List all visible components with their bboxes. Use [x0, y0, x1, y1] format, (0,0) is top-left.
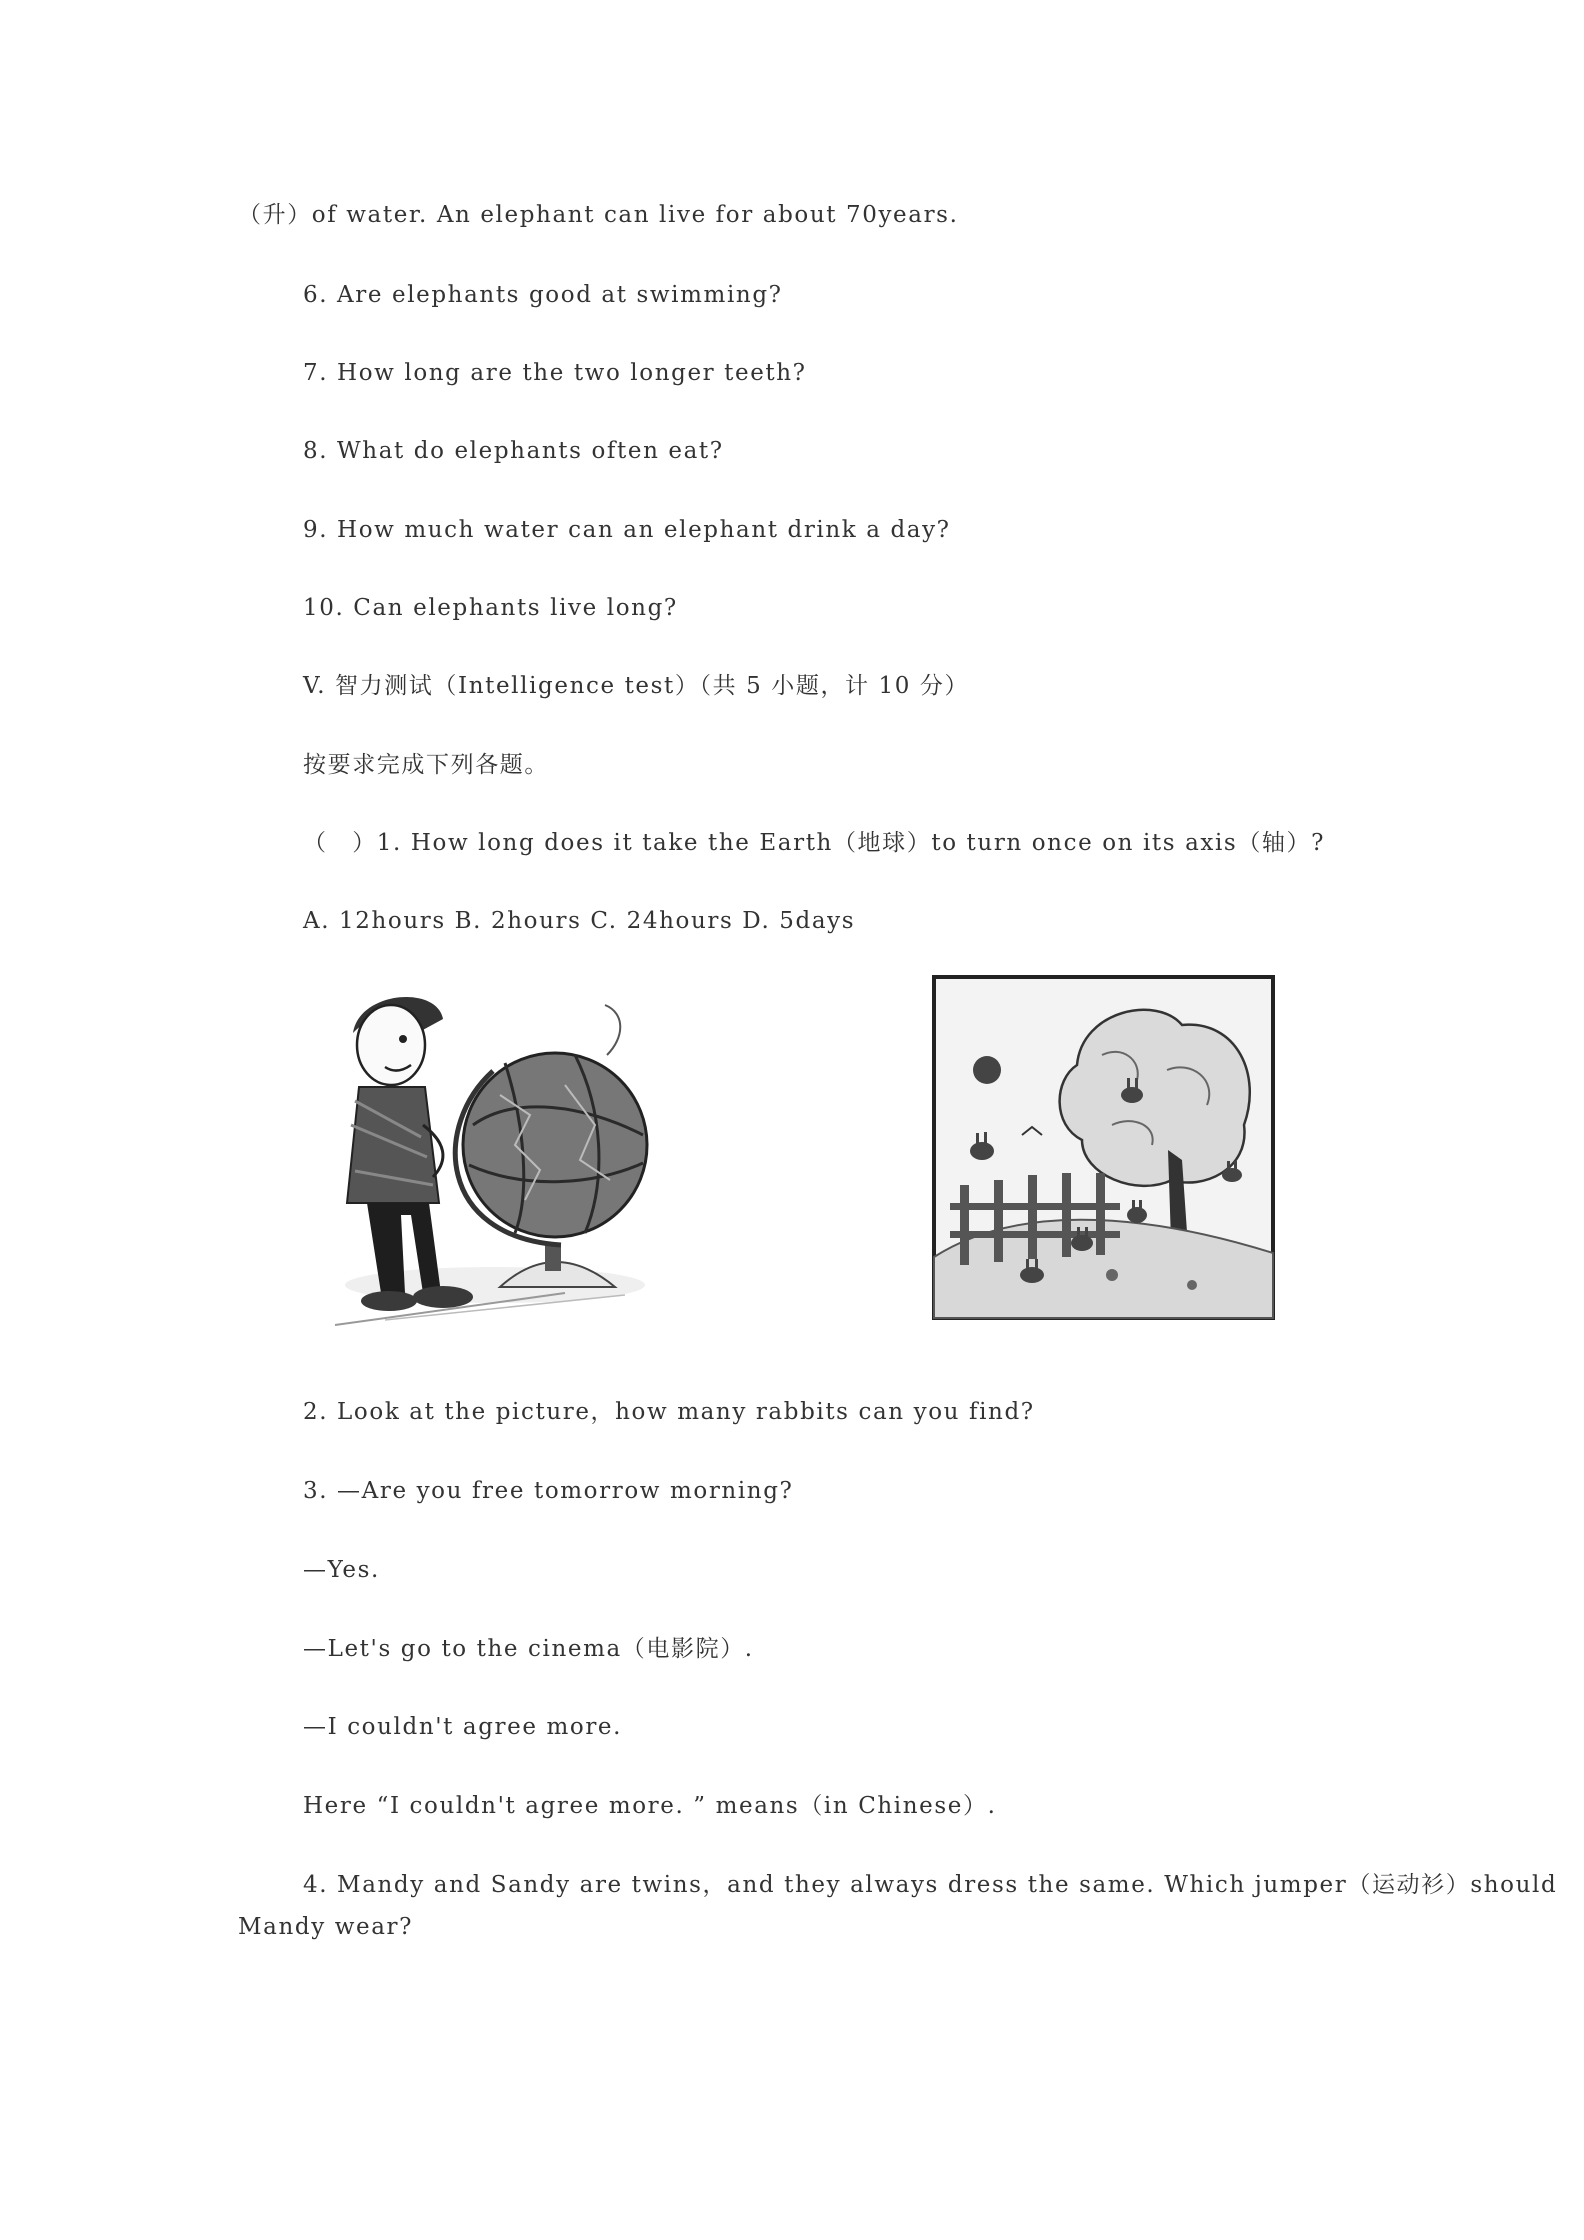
question-3-prompt: Here “I couldn't agree more. ” means（in Chinese）.	[303, 1793, 997, 1819]
iq-question-3: 3. —Are you free tomorrow morning?	[303, 1478, 794, 1504]
iq-question-4-continued: Mandy wear?	[238, 1914, 414, 1940]
text-line-water-lifespan: （升）of water. An elephant can live for about 70years.	[238, 202, 959, 228]
dialogue-line-agree: —I couldn't agree more.	[303, 1714, 623, 1740]
question-8: 8. What do elephants often eat?	[303, 438, 724, 464]
question-9: 9. How much water can an elephant drink a day?	[303, 517, 951, 543]
question-6: 6. Are elephants good at swimming?	[303, 282, 783, 308]
question-10: 10. Can elephants live long?	[303, 595, 678, 621]
dialogue-line-cinema: —Let's go to the cinema（电影院）.	[303, 1636, 754, 1662]
iq-question-4: 4. Mandy and Sandy are twins，and they always dress the same. Which jumper（运动衫）should	[303, 1872, 1558, 1898]
iq-question-1-options: A. 12hours B. 2hours C. 24hours D. 5days	[303, 908, 856, 934]
iq-question-2: 2. Look at the picture，how many rabbits can you find?	[303, 1399, 1035, 1425]
section-v-heading: V. 智力测试（Intelligence test）（共 5 小题，计 10 分）	[303, 673, 970, 699]
dialogue-line-yes: —Yes.	[303, 1557, 380, 1583]
question-7: 7. How long are the two longer teeth?	[303, 360, 807, 386]
section-v-instructions: 按要求完成下列各题。	[303, 752, 549, 778]
iq-question-1: （ ）1. How long does it take the Earth（地球）to turn once on its axis（轴）?	[303, 830, 1326, 856]
garden-rabbits-illustration	[932, 975, 1275, 1320]
boy-with-globe-illustration	[325, 975, 665, 1350]
